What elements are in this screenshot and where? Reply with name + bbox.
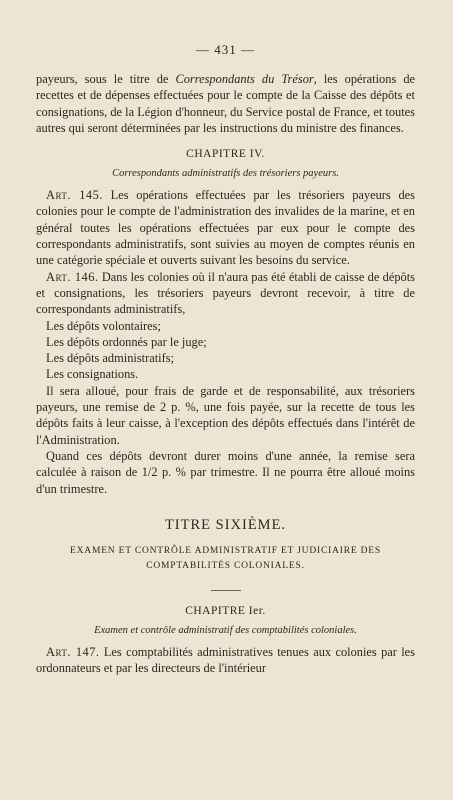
article-146-paragraph-3: Quand ces dépôts devront durer moins d'une année, la remise sera calculée à raison de 1/2 p. % par trimestre. Il ne pourra être alloué moins d'un trimestre. (36, 448, 415, 496)
article-145-text: Les opérations effectuées par les trésoriers payeurs des colonies pour le compte de l'administration des invalides de la marine, et en général toutes les opérations effectuées par eux pour le compte des correspondants administratifs, sont suivies au moyen de comptes réunis en une catégorie spéciale et ouverts suivant les besoins du service. (36, 188, 415, 268)
article-145-label: Art. 145. (46, 188, 103, 203)
chapter-i-subtitle: Examen et contrôle administratif des comptabilités coloniales. (94, 624, 357, 636)
chapter-i-heading: CHAPITRE Ier. (185, 604, 266, 617)
chapter-iv-subtitle: Correspondants administratifs des trésoriers payeurs. (112, 168, 339, 180)
page-number: — 431 — (196, 42, 255, 57)
paragraph-text-before: payeurs, sous le titre de (36, 72, 176, 86)
article-147 (36, 644, 415, 677)
article-146-paragraph-2: Il sera alloué, pour frais de garde et de responsabilité, aux trésoriers payeurs, une remise de 2 p. %, une fois payée, sur la recette de tous les dépôts faits à leur caisse, à l'exception des dépôts effectués dans l'intérêt de l'Administration. (36, 383, 415, 447)
chapter-iv-heading: CHAPITRE IV. (186, 148, 265, 161)
list-item: Les dépôts ordonnés par le juge; (46, 334, 207, 349)
list-item: Les dépôts administratifs; (46, 351, 175, 366)
paragraph-continuation (36, 71, 415, 136)
article-147-text: Les comptabilités administratives tenues aux colonies par les ordonnateurs et par les directeurs de l'intérieur (36, 644, 415, 676)
paragraph-text-after: , les opérations de recettes et de dépenses effectuées pour le compte de la Caisse des dépôts et consignations, de la Légion d'honneur, du Service postal de France, et toutes autres qui seront déterminées par les instructions du ministre des finances. (36, 72, 416, 135)
article-146 (36, 269, 415, 318)
section-divider (211, 590, 241, 591)
titre-sixieme-subtitle: EXAMEN ET CONTRÔLE ADMINISTRATIF ET JUDICIAIRE DES COMPTABILITÉS COLONIALES. (70, 545, 381, 571)
article-146-label: Art. 146. (46, 269, 99, 284)
list-item: Les consignations. (46, 367, 139, 382)
paragraph-italic-term: Correspondants du Trésor (175, 72, 314, 86)
titre-sixieme-heading: TITRE SIXIÈME. (164, 516, 287, 533)
article-147-label: Art. 147. (46, 644, 100, 659)
article-146-text: Dans les colonies où il n'aura pas été établi de caisse de dépôts et consignations, les trésoriers payeurs devront recevoir, à titre de correspondants administratifs, (36, 269, 415, 317)
article-145 (36, 187, 415, 268)
list-item: Les dépôts volontaires; (46, 318, 161, 333)
